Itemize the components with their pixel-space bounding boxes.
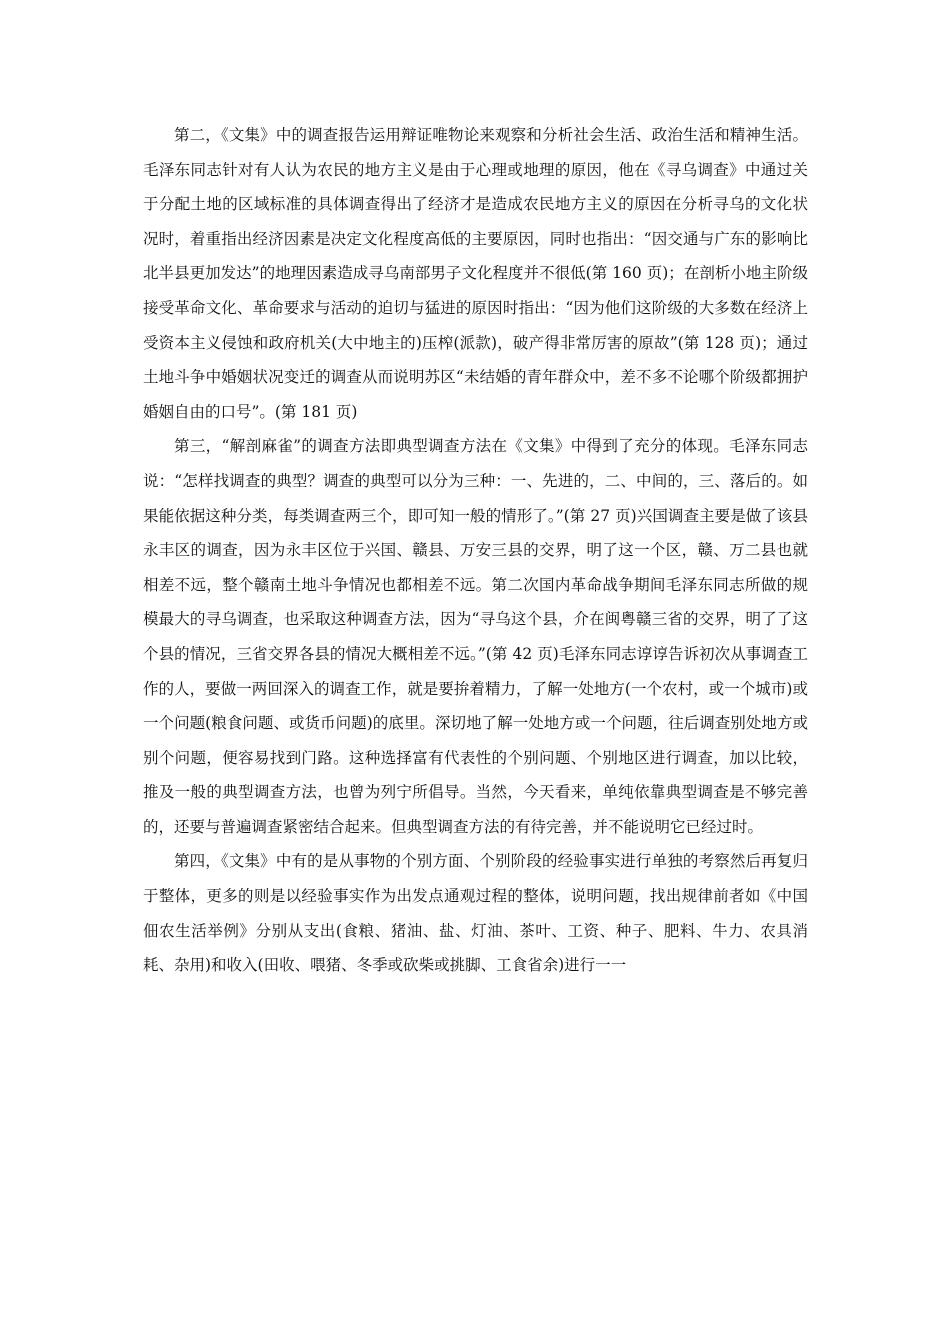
paragraph-fourth-point: 第四，《文集》中有的是从事物的个别方面、个别阶段的经验事实进行单独的考察然后再复归于整体，更多的则是以经验事实作为出发点通观过程的整体，说明问题，找出规律前者如《中国佃农生活举例》分别从支出(食粮、猪油、盐、灯油、茶叶、工资、种子、肥料、牛力、农具消耗、杂用)和收入(田收、喂猪、冬季或砍柴或挑脚、工食省余)进行一一 (143, 852, 808, 975)
document-body (143, 118, 808, 983)
paragraph-second-point: 第二，《文集》中的调查报告运用辩证唯物论来观察和分析社会生活、政治生活和精神生活。毛泽东同志针对有人认为农民的地方主义是由于心理或地理的原因，他在《寻乌调查》中通过关于分配土地的区域标准的具体调查得出了经济才是造成农民地方主义的原因在分析寻乌的文化状况时，着重指出经济因素是决定文化程度高低的主要原因，同时也指出：“因交通与广东的影响比北半县更加发达”的地理因素造成寻乌南部男子文化程度并不很低(第 160 页)；在剖析小地主阶级接受革命文化、革命要求与活动的迫切与猛进的原因时指出：“因为他们这阶级的大多数在经济上受资本主义侵蚀和政府机关(大中地主的)压榨(派款)，破产得非常厉害的原故”(第 128 页)；通过土地斗争中婚姻状况变迁的调查从而说明苏区“未结婚的青年群众中，差不多不论哪个阶级都拥护婚姻自由的口号”。(第 181 页) (143, 126, 808, 421)
paragraph-third-point: 第三，“解剖麻雀”的调查方法即典型调查方法在《文集》中得到了充分的体现。毛泽东同志说：“怎样找调查的典型？调查的典型可以分为三种：一、先进的，二、中间的，三、落后的。如果能依据这种分类，每类调查两三个，即可知一般的情形了。”(第 27 页)兴国调查主要是做了该县永丰区的调查，因为永丰区位于兴国、赣县、万安三县的交界，明了这一个区，赣、万二县也就相差不远，整个赣南土地斗争情况也都相差不远。第二次国内革命战争期间毛泽东同志所做的规模最大的寻乌调查，也采取这种调查方法，因为“寻乌这个县，介在闽粤赣三省的交界，明了了这个县的情况，三省交界各县的情况大概相差不远。”(第 42 页)毛泽东同志谆谆告诉初次从事调查工作的人，要做一两回深入的调查工作，就是要拚着精力，了解一处地方(一个农村，或一个城市)或一个问题(粮食问题、或货币问题)的底里。深切地了解一处地方或一个问题，往后调查别处地方或别个问题，便容易找到门路。这种选择富有代表性的个别问题、个别地区进行调查，加以比较，推及一般的典型调查方法，也曾为列宁所倡导。当然，今天看来，单纯依靠典型调查是不够完善的，还要与普遍调查紧密结合起来。但典型调查方法的有待完善，并不能说明它已经过时。 (143, 437, 808, 836)
